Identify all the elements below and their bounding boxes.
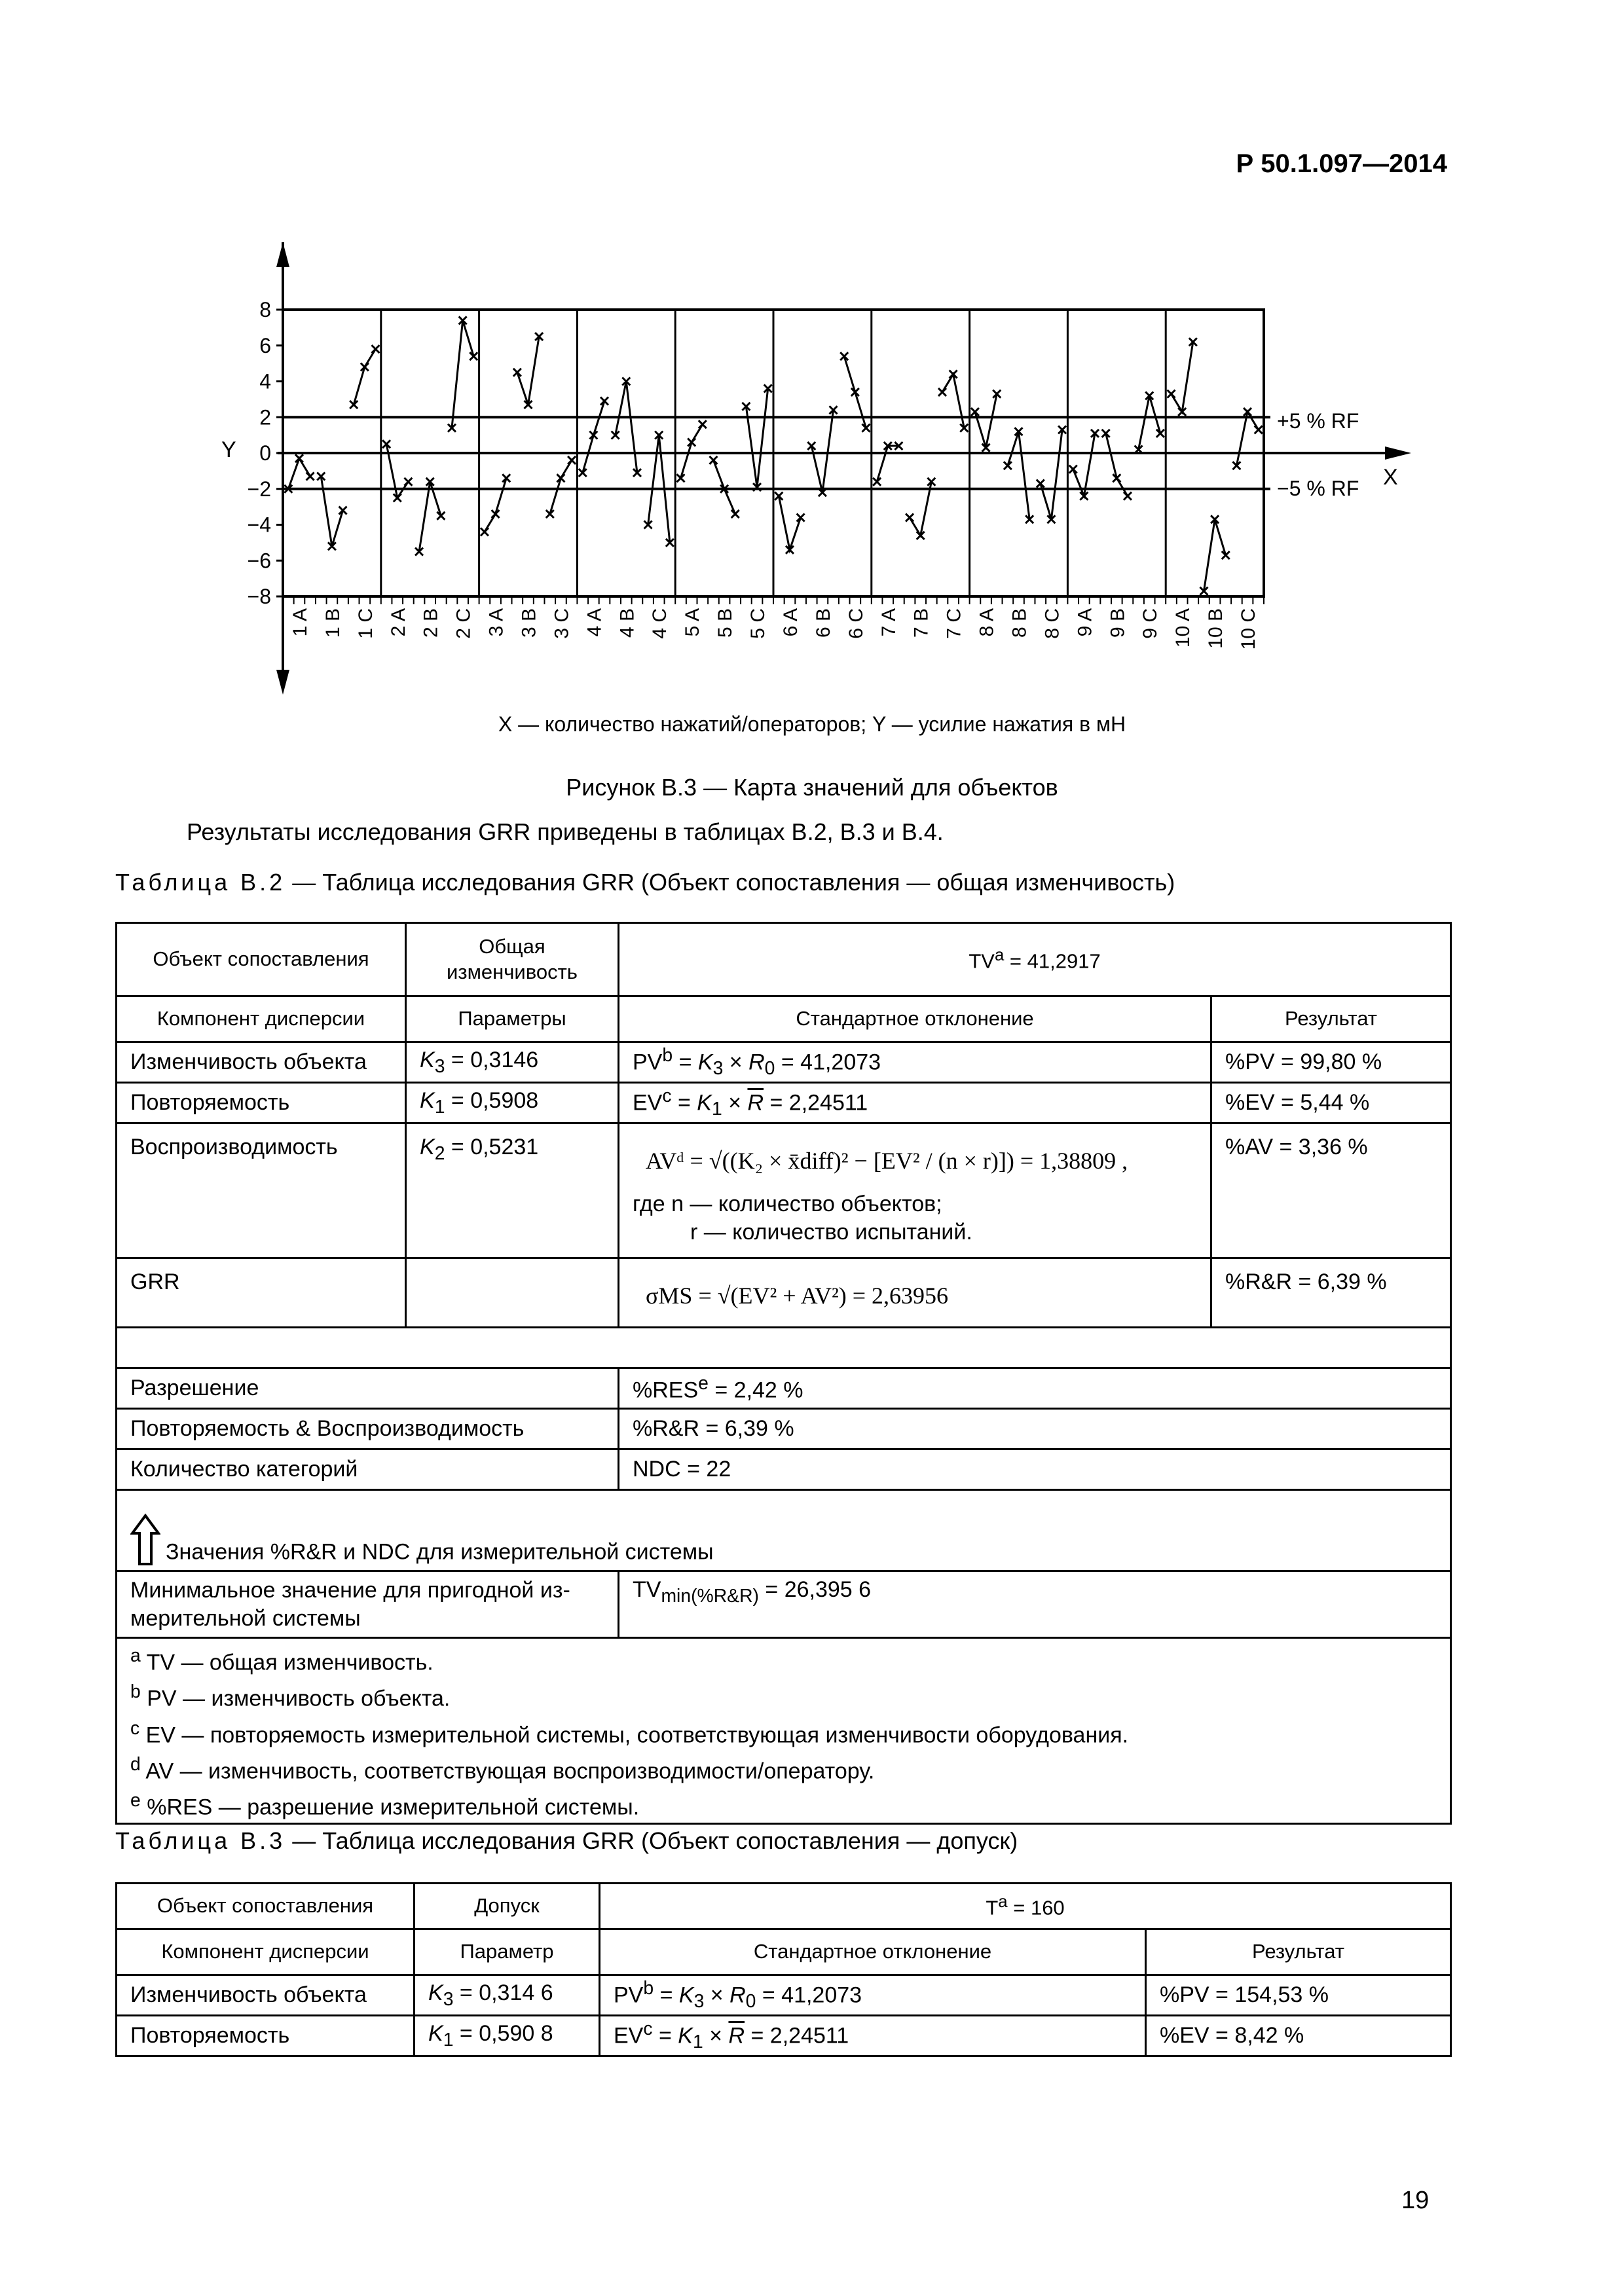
- row-name: Изменчивость объекта: [117, 1975, 415, 2016]
- table-row: [117, 1884, 1451, 1929]
- std-r-sub: 0: [764, 1057, 775, 1079]
- y-tick-label: −6: [247, 549, 271, 573]
- x-category-label: 10 B: [1205, 608, 1227, 649]
- resolution-label: Разрешение: [117, 1368, 619, 1409]
- figure-caption: Рисунок В.3 — Карта значений для объектов: [566, 774, 1058, 801]
- series-line-3-A: [485, 478, 506, 532]
- std-sup: b: [643, 1977, 654, 1999]
- std-r: R: [729, 1982, 746, 2008]
- param-sub: 2: [434, 1142, 445, 1164]
- table-b3: [115, 1882, 1452, 2057]
- row-std: [619, 1258, 1211, 1328]
- x-category-label: 1 B: [322, 608, 344, 638]
- y-tick-label: 2: [259, 405, 271, 429]
- x-category-label: 6 B: [812, 608, 834, 638]
- param-sub: 1: [443, 2029, 454, 2050]
- table-row: [117, 1638, 1451, 1824]
- tv-symbol: TV: [969, 949, 995, 973]
- y-tick-label: −4: [247, 513, 271, 537]
- table-b2-title: [115, 869, 1175, 896]
- series-line-3-C: [550, 460, 572, 514]
- x-category-label: 3 B: [518, 608, 540, 638]
- t-sup: a: [998, 1892, 1008, 1911]
- std-sup: c: [643, 2018, 653, 2039]
- table-row: [117, 1975, 1451, 2016]
- t-value: = 160: [1007, 1896, 1065, 1920]
- header-tv: [619, 923, 1451, 996]
- data-point-marker: [306, 473, 314, 481]
- data-point-marker: [1255, 426, 1263, 433]
- series-line-9-B: [1106, 433, 1128, 496]
- series-line-7-C: [942, 374, 964, 428]
- row-result: %EV = 5,44 %: [1211, 1083, 1451, 1123]
- value-chart: [196, 236, 1441, 707]
- std-k-sub: 3: [693, 1990, 705, 2012]
- x-axis-arrow-icon: [1385, 446, 1411, 460]
- data-point-marker: [938, 388, 946, 396]
- row-name: Повторяемость: [117, 1083, 406, 1123]
- results-paragraph: Результаты исследования GRR приведены в таблицах В.2, В.3 и В.4.: [187, 818, 944, 845]
- x-category-label: 4 B: [616, 608, 638, 638]
- series-line-4-B: [616, 382, 637, 473]
- data-point-marker: [1168, 390, 1175, 398]
- std-mul: ×: [703, 2023, 729, 2049]
- footnotes-cell: [117, 1638, 1451, 1824]
- header-component: Компонент дисперсии: [117, 1929, 415, 1975]
- param-var: K: [420, 1135, 435, 1159]
- min-symbol: TV: [633, 1577, 661, 1602]
- res-symbol: %RES: [633, 1377, 699, 1403]
- row-std: [619, 1042, 1211, 1083]
- table-row: [117, 1409, 1451, 1449]
- series-line-6-B: [811, 410, 833, 492]
- footnote: $^b$ PV — изменчивость объекта.: [130, 1681, 451, 1711]
- empty-cell: [117, 1328, 1451, 1368]
- data-point-marker: [699, 420, 707, 428]
- std-val: = 2,24511: [745, 2023, 849, 2049]
- std-r-doublebar: $\overline{R}$: [747, 1090, 764, 1116]
- table-row: [117, 996, 1451, 1042]
- x-category-label: 6 C: [845, 608, 867, 639]
- std-r: R: [748, 1049, 765, 1075]
- std-k: K: [697, 1090, 712, 1116]
- series-line-8-B: [1008, 431, 1029, 519]
- table-row: [117, 1490, 1451, 1571]
- footnote: $^c$ EV — повторяемость измерительной системы, соответствующая изменчивости оборудования.: [130, 1717, 1129, 1747]
- series-line-5-B: [713, 460, 735, 514]
- x-category-label: 8 A: [976, 608, 998, 637]
- y-tick-label: 4: [259, 369, 271, 393]
- std-symbol: PV: [633, 1049, 663, 1075]
- std-k: K: [678, 2023, 693, 2049]
- param-val: = 0,5908: [445, 1087, 539, 1113]
- min-value: [619, 1571, 1451, 1638]
- param-var: K: [428, 2020, 443, 2046]
- table-b3-title: [115, 1827, 1018, 1855]
- footnote: $^d$ AV — изменчивость, соответствующая воспроизводимости/оператору.: [130, 1753, 875, 1784]
- x-axis-label: X: [1383, 465, 1398, 490]
- param-var: K: [420, 1047, 435, 1072]
- std-val: = 41,2073: [756, 1982, 862, 2008]
- param-val: = 0,5231: [445, 1135, 539, 1159]
- res-val: = 2,42 %: [708, 1377, 803, 1403]
- document-number: Р 50.1.097—2014: [1236, 149, 1447, 178]
- header-component: Компонент дисперсии: [117, 996, 406, 1042]
- param-var: K: [420, 1087, 435, 1113]
- y-tick-label: −2: [247, 477, 271, 501]
- x-category-label: 3 C: [551, 608, 573, 639]
- std-mul: ×: [723, 1049, 749, 1075]
- min-val: = 26,395 6: [758, 1577, 872, 1602]
- table-row: [117, 1368, 1451, 1409]
- data-point-marker: [1124, 492, 1132, 500]
- where-line-2: r — количество испытаний.: [690, 1219, 972, 1245]
- av-formula: AVᵈ = √((K₂ × x̄diff)² − [EV² / (n × r)]) = 1,38809 ,: [646, 1148, 1128, 1174]
- series-line-6-A: [779, 496, 800, 550]
- table-row: [117, 2016, 1451, 2056]
- table-row: [117, 1042, 1451, 1083]
- y-axis-label: Y: [221, 437, 236, 462]
- header-result: Результат: [1146, 1929, 1451, 1975]
- std-symbol: EV: [614, 2023, 644, 2049]
- table-row: [117, 1258, 1451, 1328]
- x-category-label: 7 C: [943, 608, 965, 639]
- series-line-1-B: [321, 477, 342, 547]
- row-result: %PV = 99,80 %: [1211, 1042, 1451, 1083]
- ndc-value: NDC = 22: [619, 1449, 1451, 1490]
- row-std: [619, 1123, 1211, 1258]
- row-result: %AV = 3,36 %: [1211, 1123, 1451, 1258]
- x-category-label: 5 A: [682, 608, 704, 637]
- std-val: = 2,24511: [764, 1090, 868, 1116]
- table-row: [117, 1123, 1451, 1258]
- x-category-label: 10 A: [1172, 608, 1194, 648]
- x-category-label: 9 A: [1074, 608, 1096, 637]
- std-sup: c: [662, 1085, 672, 1106]
- x-category-label: 2 B: [420, 608, 442, 638]
- std-val: = 41,2073: [775, 1049, 881, 1075]
- std-symbol: EV: [633, 1090, 663, 1116]
- min-label: Минимальное значение для пригодной из-мерительной системы: [117, 1571, 619, 1638]
- row-std: [619, 1083, 1211, 1123]
- y-tick-label: −8: [247, 585, 271, 608]
- series-line-1-C: [354, 349, 375, 405]
- std-k-sub: 1: [692, 2031, 703, 2052]
- x-category-label: 8 B: [1008, 608, 1031, 638]
- series-line-8-A: [975, 394, 997, 448]
- row-param: [415, 1975, 600, 2016]
- table-row: [117, 1571, 1451, 1638]
- param-sub: 1: [434, 1096, 445, 1118]
- series-line-2-C: [452, 320, 473, 428]
- std-mul: ×: [722, 1090, 748, 1116]
- header-variability: Общая изменчивость: [406, 923, 619, 996]
- rr-label: Повторяемость & Воспроизводимость: [117, 1409, 619, 1449]
- y-axis-arrow-up-icon: [276, 242, 289, 267]
- series-line-10-B: [1204, 519, 1225, 591]
- x-category-label: 1 A: [289, 608, 311, 637]
- table-b2-title-lead: Таблица В.2: [115, 869, 286, 896]
- param-sub: 3: [434, 1055, 445, 1077]
- row-std: [600, 2016, 1146, 2056]
- std-eq: =: [673, 1049, 698, 1075]
- resolution-value: [619, 1368, 1451, 1409]
- table-b2: [115, 922, 1452, 1825]
- series-line-4-A: [583, 401, 604, 473]
- param-var: K: [428, 1980, 443, 2005]
- footnote: $^e$ %RES — разрешение измерительной системы.: [130, 1790, 640, 1820]
- x-category-label: 4 A: [583, 608, 606, 637]
- row-name: GRR: [117, 1258, 406, 1328]
- row-param: [406, 1042, 619, 1083]
- header-object: Объект сопоставления: [117, 923, 406, 996]
- std-symbol: PV: [614, 1982, 644, 2008]
- data-point-marker: [1069, 465, 1077, 473]
- row-result: %R&R = 6,39 %: [1211, 1258, 1451, 1328]
- series-line-2-B: [419, 482, 441, 552]
- x-category-label: 6 A: [779, 608, 802, 637]
- row-result: %EV = 8,42 %: [1146, 2016, 1451, 2056]
- data-point-marker: [404, 478, 412, 486]
- y-tick-label: 6: [259, 333, 271, 357]
- std-r-sub: 0: [745, 1990, 756, 2012]
- grr-formula: σMS = √(EV² + AV²) = 2,63956: [646, 1283, 949, 1309]
- table-row: [117, 1083, 1451, 1123]
- y-axis-arrow-down-icon: [276, 670, 289, 695]
- y-tick-label: 0: [259, 441, 271, 465]
- row-param: [406, 1083, 619, 1123]
- table-row-empty: [117, 1328, 1451, 1368]
- row-name: Повторяемость: [117, 2016, 415, 2056]
- y-tick-label: 8: [259, 298, 271, 321]
- row-name: Изменчивость объекта: [117, 1042, 406, 1083]
- ndc-label: Количество категорий: [117, 1449, 619, 1490]
- header-tolerance: Допуск: [415, 1884, 600, 1929]
- series-line-3-B: [517, 337, 539, 405]
- data-point-marker: [481, 528, 489, 536]
- std-mul: ×: [704, 1982, 730, 2008]
- tv-value: = 41,2917: [1004, 949, 1101, 973]
- rr-value: %R&R = 6,39 %: [619, 1409, 1451, 1449]
- x-category-label: 3 A: [485, 608, 507, 637]
- x-category-label: 5 C: [747, 608, 769, 639]
- series-line-7-A: [877, 446, 898, 482]
- data-point-marker: [568, 456, 576, 464]
- series-line-8-C: [1041, 429, 1062, 519]
- std-k-sub: 1: [711, 1098, 722, 1120]
- x-category-label: 7 A: [877, 608, 900, 637]
- up-arrow-icon: [130, 1514, 160, 1566]
- x-category-label: 10 C: [1238, 608, 1260, 650]
- x-category-label: 1 C: [354, 608, 377, 639]
- footnote: $^a$ TV — общая изменчивость.: [130, 1645, 434, 1675]
- header-result: Результат: [1211, 996, 1451, 1042]
- table-b3-title-lead: Таблица В.3: [115, 1827, 286, 1854]
- row-param-empty: [406, 1258, 619, 1328]
- param-val: = 0,314 6: [453, 1980, 553, 2005]
- header-t: [600, 1884, 1451, 1929]
- table-row: [117, 1449, 1451, 1490]
- where-line-1: где n — количество объектов;: [633, 1192, 942, 1216]
- x-category-label: 8 C: [1041, 608, 1063, 639]
- data-point-marker: [731, 510, 739, 518]
- x-category-label: 5 B: [714, 608, 737, 638]
- std-k-sub: 3: [712, 1057, 724, 1079]
- x-category-label: 2 C: [452, 608, 475, 639]
- page-number: 19: [1401, 2187, 1430, 2214]
- param-sub: 3: [443, 1988, 454, 2010]
- std-r-doublebar: $\overline{R}$: [728, 2023, 745, 2049]
- x-category-label: 9 B: [1107, 608, 1129, 638]
- row-param: [415, 2016, 600, 2056]
- rf-upper-label: +5 % RF: [1277, 409, 1359, 433]
- row-result: %PV = 154,53 %: [1146, 1975, 1451, 2016]
- x-category-label: 4 C: [649, 608, 671, 639]
- std-eq: =: [671, 1090, 697, 1116]
- x-category-label: 2 A: [387, 608, 409, 637]
- std-sup: b: [662, 1044, 673, 1066]
- header-std: Стандартное отклонение: [600, 1929, 1146, 1975]
- param-val: = 0,590 8: [453, 2020, 553, 2046]
- header-param: Параметр: [415, 1929, 600, 1975]
- table-row: [117, 1929, 1451, 1975]
- series-line-5-A: [681, 424, 703, 478]
- series-line-10-A: [1172, 342, 1193, 412]
- values-note-text: Значения %R&R и NDC для измерительной системы: [166, 1539, 714, 1565]
- row-std: [600, 1975, 1146, 2016]
- row-param: [406, 1123, 619, 1258]
- header-object: Объект сопоставления: [117, 1884, 415, 1929]
- values-note-cell: [117, 1490, 1451, 1571]
- std-eq: =: [652, 2023, 678, 2049]
- param-val: = 0,3146: [445, 1047, 539, 1072]
- std-k: K: [697, 1049, 713, 1075]
- row-name: Воспроизводимость: [117, 1123, 406, 1258]
- t-symbol: T: [986, 1896, 999, 1920]
- series-line-9-C: [1139, 395, 1160, 449]
- std-eq: =: [654, 1982, 679, 2008]
- header-params: Параметры: [406, 996, 619, 1042]
- series-line-10-C: [1236, 412, 1258, 465]
- data-point-marker: [371, 345, 379, 353]
- data-point-marker: [906, 514, 913, 522]
- table-b3-title-rest: — Таблица исследования GRR (Объект сопоставления — допуск): [286, 1827, 1018, 1854]
- res-sup: e: [698, 1373, 709, 1394]
- rf-lower-label: −5 % RF: [1277, 477, 1359, 500]
- tv-sup: a: [994, 945, 1005, 964]
- std-k: K: [678, 1982, 694, 2008]
- figure-legend: X — количество нажатий/операторов; Y — усилие нажатия в мН: [498, 712, 1126, 736]
- header-std: Стандартное отклонение: [619, 996, 1211, 1042]
- x-category-label: 7 B: [910, 608, 932, 638]
- x-category-label: 9 C: [1139, 608, 1162, 639]
- table-b2-title-rest: — Таблица исследования GRR (Объект сопоставления — общая изменчивость): [286, 869, 1175, 896]
- table-row: [117, 923, 1451, 996]
- min-sub: min(%R&R): [661, 1585, 759, 1607]
